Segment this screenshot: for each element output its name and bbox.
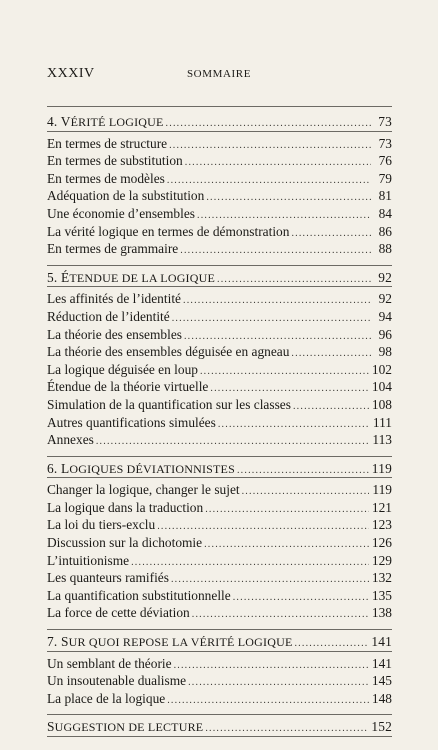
toc-entry (47, 569, 392, 587)
toc-entry (47, 361, 392, 379)
entry-label: En termes de grammaire (47, 241, 179, 257)
table-of-contents (47, 104, 392, 737)
chapter-heading (47, 633, 392, 651)
dot-leader (205, 720, 368, 738)
page-ref: 126 (371, 535, 392, 551)
entry-label: Une économie d’ensembles (47, 205, 195, 221)
entry-label: La théorie des ensembles (47, 326, 182, 342)
toc-entry (47, 308, 392, 326)
page-ref: 123 (371, 517, 392, 533)
page-ref: 104 (371, 379, 392, 395)
page-ref: 102 (371, 361, 392, 377)
page-ref: 152 (371, 719, 392, 735)
toc-entry (47, 534, 392, 552)
page-ref: 135 (371, 587, 392, 603)
page-ref: 73 (378, 135, 392, 151)
page-ref: 145 (371, 673, 392, 689)
entry-label: Simulation de la quantification sur les classes (47, 396, 291, 412)
page-ref: 98 (378, 344, 392, 360)
page-ref: 129 (371, 552, 392, 568)
entry-label: La loi du tiers-exclu (47, 517, 156, 533)
dot-leader (217, 271, 371, 289)
chapter-title: TENDUE DE LA LOGIQUE (69, 270, 216, 285)
entry-label: Étendue de la théorie virtuelle (47, 379, 209, 395)
chapter-number: 6. L (47, 460, 70, 476)
chapter-number: 7. S (47, 634, 69, 650)
entry-label: Les quanteurs ramifiés (47, 570, 169, 586)
running-head (47, 66, 391, 84)
chapter-title: UR QUOI REPOSE LA VÉRITÉ LOGIQUE (68, 635, 293, 650)
entry-label: La force de cette déviation (47, 605, 190, 621)
dot-leader (180, 242, 371, 260)
entry-label: Changer la logique, changer le sujet (47, 482, 240, 498)
entry-label: Un semblant de théorie (47, 655, 172, 671)
toc-entry (47, 587, 392, 605)
toc-entry (47, 499, 392, 517)
page-ref: 79 (378, 170, 392, 186)
entry-label: La logique déguisée en loup (47, 361, 198, 377)
entry-label: En termes de modèles (47, 170, 165, 186)
toc-entry (47, 135, 392, 153)
toc-entry (47, 240, 392, 258)
chapter-number: 4. V (47, 114, 71, 129)
dot-leader (294, 635, 368, 653)
page-ref: 88 (378, 241, 392, 257)
toc-entry (47, 187, 392, 205)
toc-entry (47, 431, 392, 449)
toc-entry (47, 290, 392, 308)
entry-label: Les affinités de l’identité (47, 291, 181, 307)
entry-label: Annexes (47, 432, 94, 448)
chapter-rule (47, 456, 392, 457)
toc-entry (47, 326, 392, 344)
toc-entry (47, 223, 392, 241)
chapter-number: 5. É (47, 269, 70, 285)
page-ref: 113 (372, 432, 392, 448)
page-ref: 73 (378, 114, 392, 129)
page-ref: 108 (371, 396, 392, 412)
entry-label: L’intuitionisme (47, 552, 130, 568)
dot-leader (167, 692, 369, 710)
chapter-heading (47, 269, 392, 287)
toc-entry (47, 552, 392, 570)
entry-label: Un insoutenable dualisme (47, 673, 187, 689)
chapter-rule (47, 629, 392, 630)
toc-entry (47, 481, 392, 499)
page-ref: 92 (378, 269, 392, 285)
toc-entry (47, 655, 392, 673)
toc-entry (47, 205, 392, 223)
folio: XXXIV (47, 66, 95, 81)
toc-entry (47, 396, 392, 414)
chapter-title: OGIQUES DÉVIATIONNISTES (69, 461, 235, 476)
toc-entry (47, 152, 392, 170)
page-ref: 96 (378, 326, 392, 342)
reading-cap: S (47, 719, 55, 735)
entry-label: Réduction de l’identité (47, 308, 170, 324)
page-ref: 121 (371, 499, 392, 515)
dot-leader (96, 433, 370, 451)
page-ref: 76 (378, 153, 392, 169)
entry-label: La vérité logique en termes de démonstration (47, 223, 290, 239)
toc-entry (47, 170, 392, 188)
page-ref: 119 (372, 482, 392, 498)
toc-entry (47, 516, 392, 534)
reading-title: UGGESTION DE LECTURE (54, 720, 204, 735)
page-ref: 84 (378, 205, 392, 221)
dot-leader (192, 606, 369, 624)
dot-leader (237, 462, 369, 480)
entry-label: La théorie des ensembles déguisée en agneau (47, 344, 290, 360)
page-ref: 141 (371, 655, 392, 671)
reading-heading (47, 718, 392, 736)
entry-label: Discussion sur la dichotomie (47, 535, 203, 551)
chapter-rule (47, 106, 392, 107)
page-ref: 148 (371, 690, 392, 706)
page-ref: 94 (378, 308, 392, 324)
toc-entry (47, 343, 392, 361)
page-ref: 86 (378, 223, 392, 239)
page-ref: 141 (371, 634, 392, 650)
toc-entry (47, 414, 392, 432)
chapter-rule (47, 714, 392, 715)
toc-entry (47, 672, 392, 690)
entry-label: En termes de structure (47, 135, 168, 151)
running-title: SOMMAIRE (186, 68, 252, 80)
dot-leader (166, 115, 371, 133)
toc-entry (47, 378, 392, 396)
page-ref: 132 (371, 570, 392, 586)
page-ref: 138 (371, 605, 392, 621)
entry-label: Autres quantifications simulées (47, 414, 216, 430)
chapter-title: ÉRITÉ LOGIQUE (70, 115, 164, 129)
entry-label: La quantification substitutionnelle (47, 587, 231, 603)
chapter-heading (47, 460, 392, 478)
page-ref: 92 (378, 291, 392, 307)
page-ref: 81 (378, 188, 392, 204)
entry-label: La place de la logique (47, 690, 166, 706)
entry-label: Adéquation de la substitution (47, 188, 205, 204)
toc-entry (47, 604, 392, 622)
entry-label: La logique dans la traduction (47, 499, 204, 515)
page-ref: 111 (372, 414, 392, 430)
chapter-rule (47, 265, 392, 266)
chapter-heading (47, 113, 392, 131)
page-ref: 119 (371, 460, 392, 476)
toc-entry (47, 690, 392, 708)
entry-label: En termes de substitution (47, 153, 183, 169)
